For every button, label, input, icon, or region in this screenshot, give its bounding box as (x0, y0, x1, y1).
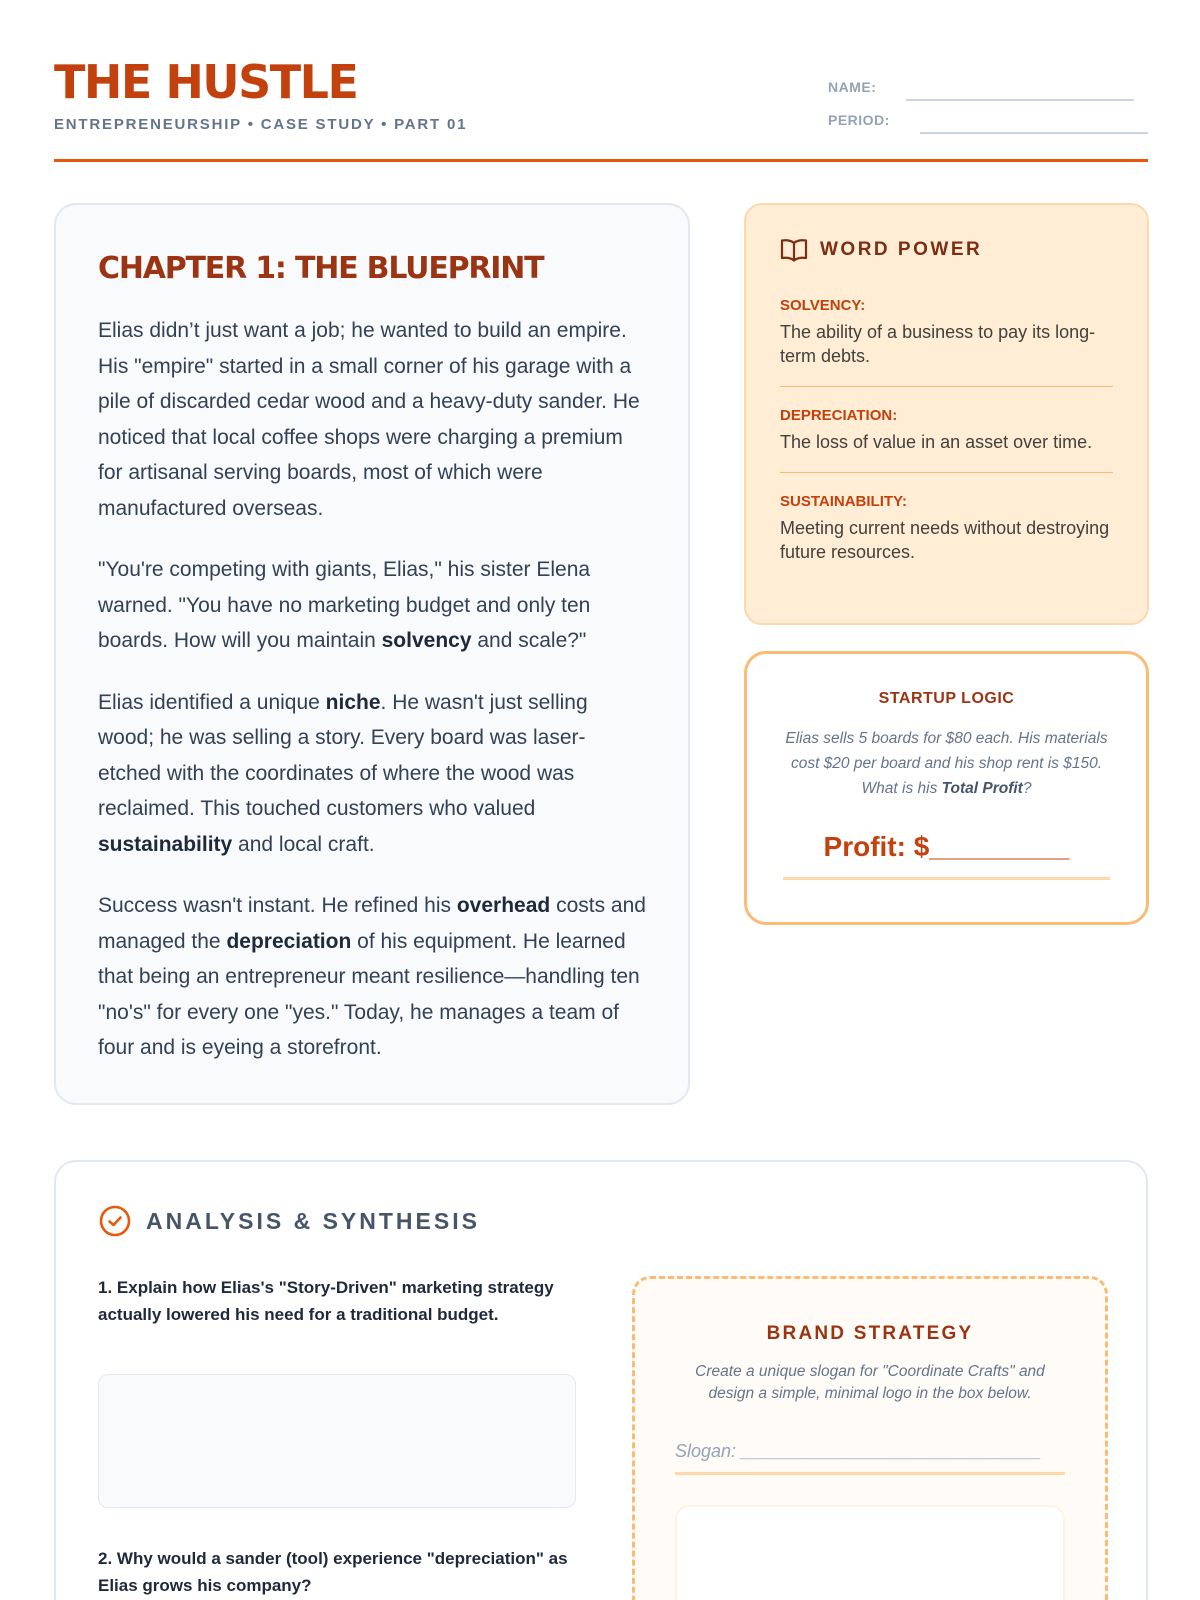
profit-answer-field[interactable]: Profit: $_________ (783, 831, 1110, 880)
term-item (780, 287, 1113, 386)
name-field[interactable] (906, 81, 1134, 101)
word-power-card (744, 203, 1149, 625)
keyword-solvency: solvency (381, 629, 472, 652)
header-divider (54, 159, 1148, 162)
startup-logic-problem: Elias sells 5 boards for $80 each. His materials cost $20 per board and his shop rent is $150. What is his Total Profit? (785, 730, 1108, 797)
page-subtitle: ENTREPRENEURSHIP • CASE STUDY • PART 01 (54, 116, 468, 133)
term-name: SUSTAINABILITY: (780, 493, 907, 510)
story-paragraph-1: Elias didn’t just want a job; he wanted to build an empire. His "empire" started in a small corner of his garage with a pile of discarded cedar wood and a heavy-duty sander. He noticed that local coffee shops were charging a premium for artisanal serving boards, most of which were manufactured overseas. (98, 319, 640, 520)
keyword-overhead: overhead (456, 894, 551, 917)
brand-strategy-card (632, 1276, 1108, 1600)
question-2: 2. Why would a sander (tool) experience "depreciation" as Elias grows his company? (98, 1549, 568, 1595)
brand-strategy-instructions: Create a unique slogan for "Coordinate Crafts" and design a simple, minimal logo in the box below. (695, 1363, 1045, 1402)
chapter-title: CHAPTER 1: THE BLUEPRINT (98, 251, 544, 286)
slogan-field[interactable]: Slogan: ______________________________ (675, 1441, 1065, 1475)
keyword-sustainability: sustainability (98, 832, 233, 856)
word-power-header (780, 235, 1113, 265)
story-card (54, 203, 690, 1105)
logo-drawing-box[interactable] (675, 1505, 1065, 1600)
worksheet-header (54, 56, 1148, 162)
word-power-title: WORD POWER (820, 239, 983, 260)
term-definition: The loss of value in an asset over time. (780, 432, 1093, 452)
story-paragraph-2: "You're competing with giants, Elias," his sister Elena warned. "You have no marketing budget and only ten boards. How will you maintain solvency and scale?" (98, 558, 591, 652)
check-circle-icon (98, 1204, 132, 1238)
period-field[interactable] (920, 114, 1148, 134)
answer-box-1[interactable] (98, 1374, 576, 1508)
question-1: 1. Explain how Elias's "Story-Driven" marketing strategy actually lowered his need for a traditional budget. (98, 1278, 554, 1324)
keyword-niche: niche (325, 690, 381, 714)
period-row (828, 101, 1148, 134)
story-paragraph-4: Success wasn't instant. He refined his overhead costs and managed the depreciation of his equipment. He learned that being an entrepreneur meant resilience—handling ten "no's" for every one "yes." Today, he manages a team of four and is eyeing a storefront. (98, 894, 646, 1059)
term-name: DEPRECIATION: (780, 407, 898, 424)
story-paragraph-3: Elias identified a unique niche. He wasn't just selling wood; he was selling a story. Every board was laser-etched with the coordinates of where the wood was reclaimed. This touched customers who valued sustainability and local craft. (98, 690, 588, 856)
term-item (780, 386, 1113, 472)
page-title: THE HUSTLE (54, 55, 358, 109)
name-label: NAME: (828, 79, 877, 95)
analysis-section (54, 1160, 1148, 1600)
term-item (780, 472, 1113, 582)
term-definition: The ability of a business to pay its long-term debts. (780, 322, 1096, 366)
brand-strategy-title: BRAND STRATEGY (766, 1323, 974, 1344)
term-definition: Meeting current needs without destroying future resources. (780, 518, 1110, 562)
name-row (828, 68, 1148, 101)
startup-logic-card (744, 651, 1149, 925)
analysis-title: ANALYSIS & SYNTHESIS (146, 1207, 480, 1234)
analysis-header (98, 1204, 480, 1238)
term-name: SOLVENCY: (780, 297, 866, 314)
startup-logic-title: STARTUP LOGIC (878, 690, 1015, 707)
book-icon (780, 237, 808, 263)
student-info (828, 68, 1148, 134)
keyword-depreciation: depreciation (226, 929, 352, 953)
period-label: PERIOD: (828, 112, 890, 128)
